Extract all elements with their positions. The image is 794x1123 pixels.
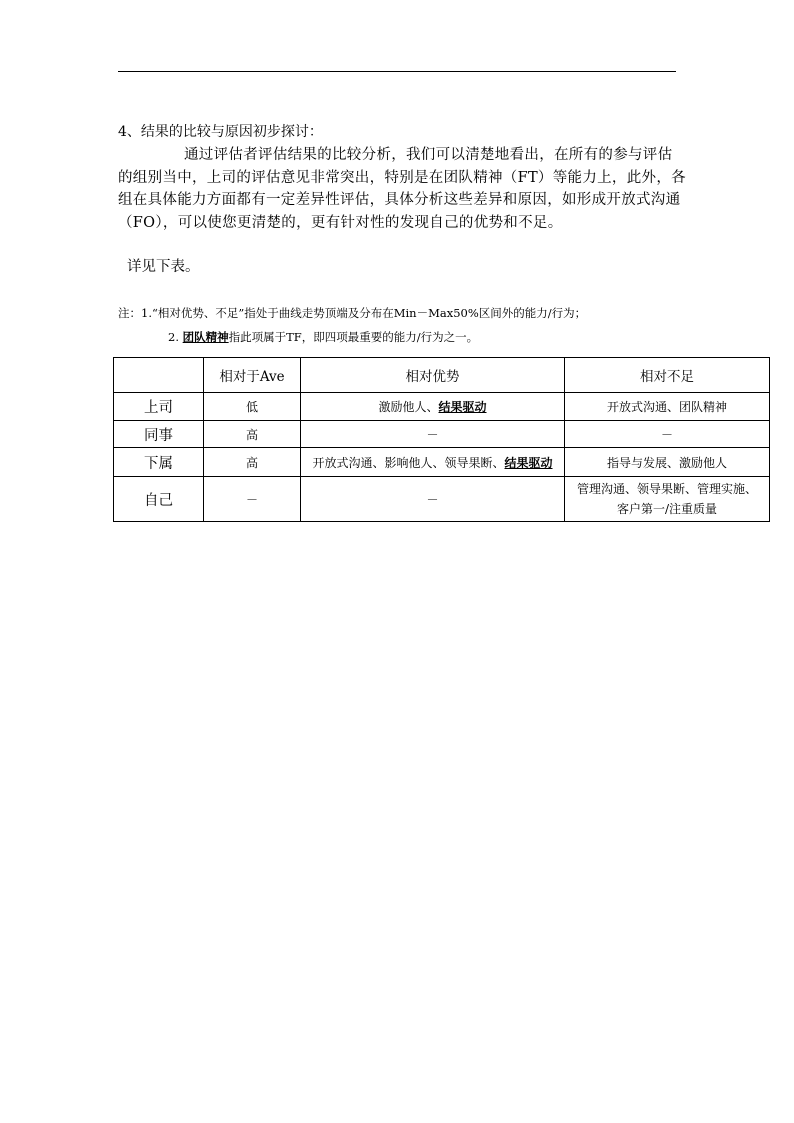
weakness-line-1: 管理沟通、领导果断、管理实施、 xyxy=(576,482,757,496)
row-group-label: 上司 xyxy=(114,393,204,421)
strength-plain: 激励他人、 xyxy=(378,400,439,414)
paragraph-line: 的组别当中，上司的评估意见非常突出，特别是在团队精神（FT）等能力上，此外，各 xyxy=(118,169,686,186)
paragraph-line: （FO），可以使您更清楚的，更有针对性的发现自己的优势和不足。 xyxy=(118,214,563,231)
note-2-number: 2. xyxy=(168,330,179,344)
row-weakness: － xyxy=(565,421,770,448)
strength-plain: － xyxy=(426,427,439,442)
note-1: 注：1.“相对优势、不足”指处于曲线走势顶端及分布在Min－Max50%区间外的能力/行为； xyxy=(118,306,587,320)
header-cell-vs-ave: 相对于Ave xyxy=(204,358,301,393)
row-strength xyxy=(301,393,565,421)
row-strength xyxy=(301,421,565,448)
strength-bold: 结果驱动 xyxy=(438,400,487,414)
row-group-label: 同事 xyxy=(114,421,204,448)
header-cell-strength: 相对优势 xyxy=(301,358,565,393)
row-vs-ave: － xyxy=(204,477,301,522)
row-group-label: 下属 xyxy=(114,448,204,477)
row-vs-ave: 高 xyxy=(204,448,301,477)
paragraph-line: 通过评估者评估结果的比较分析，我们可以清楚地看出，在所有的参与评估 xyxy=(184,147,673,163)
note-2-text: 指此项属于TF，即四项最重要的能力/行为之一。 xyxy=(228,330,479,344)
note-2 xyxy=(168,330,478,344)
analysis-paragraph xyxy=(118,144,686,234)
table-row xyxy=(114,477,770,522)
paragraph-line: 组在具体能力方面都有一定差异性评估，具体分析这些差异和原因，如形成开放式沟通 xyxy=(118,192,681,209)
row-strength xyxy=(301,477,565,522)
see-below-text: 详见下表。 xyxy=(127,259,200,275)
header-rule xyxy=(118,71,676,72)
row-strength xyxy=(301,448,565,477)
row-weakness: 开放式沟通、团队精神 xyxy=(565,393,770,421)
table-row xyxy=(114,448,770,477)
row-weakness: 指导与发展、激励他人 xyxy=(565,448,770,477)
table-row xyxy=(114,421,770,448)
header-cell-group xyxy=(114,358,204,393)
row-weakness xyxy=(565,477,770,522)
comparison-table xyxy=(113,357,770,522)
strength-plain: － xyxy=(426,492,439,507)
header-cell-weakness: 相对不足 xyxy=(565,358,770,393)
strength-bold: 结果驱动 xyxy=(504,455,553,470)
strength-plain: 开放式沟通、影响他人、领导果断、 xyxy=(312,455,505,470)
section-title: 4、结果的比较与原因初步探讨： xyxy=(118,124,323,140)
weakness-line-2: 客户第一/注重质量 xyxy=(616,502,718,516)
row-vs-ave: 低 xyxy=(204,393,301,421)
row-group-label: 自己 xyxy=(114,477,204,522)
row-vs-ave: 高 xyxy=(204,421,301,448)
note-2-bold-term: 团队精神 xyxy=(182,330,229,344)
table-row xyxy=(114,393,770,421)
table-header-row xyxy=(114,358,770,393)
